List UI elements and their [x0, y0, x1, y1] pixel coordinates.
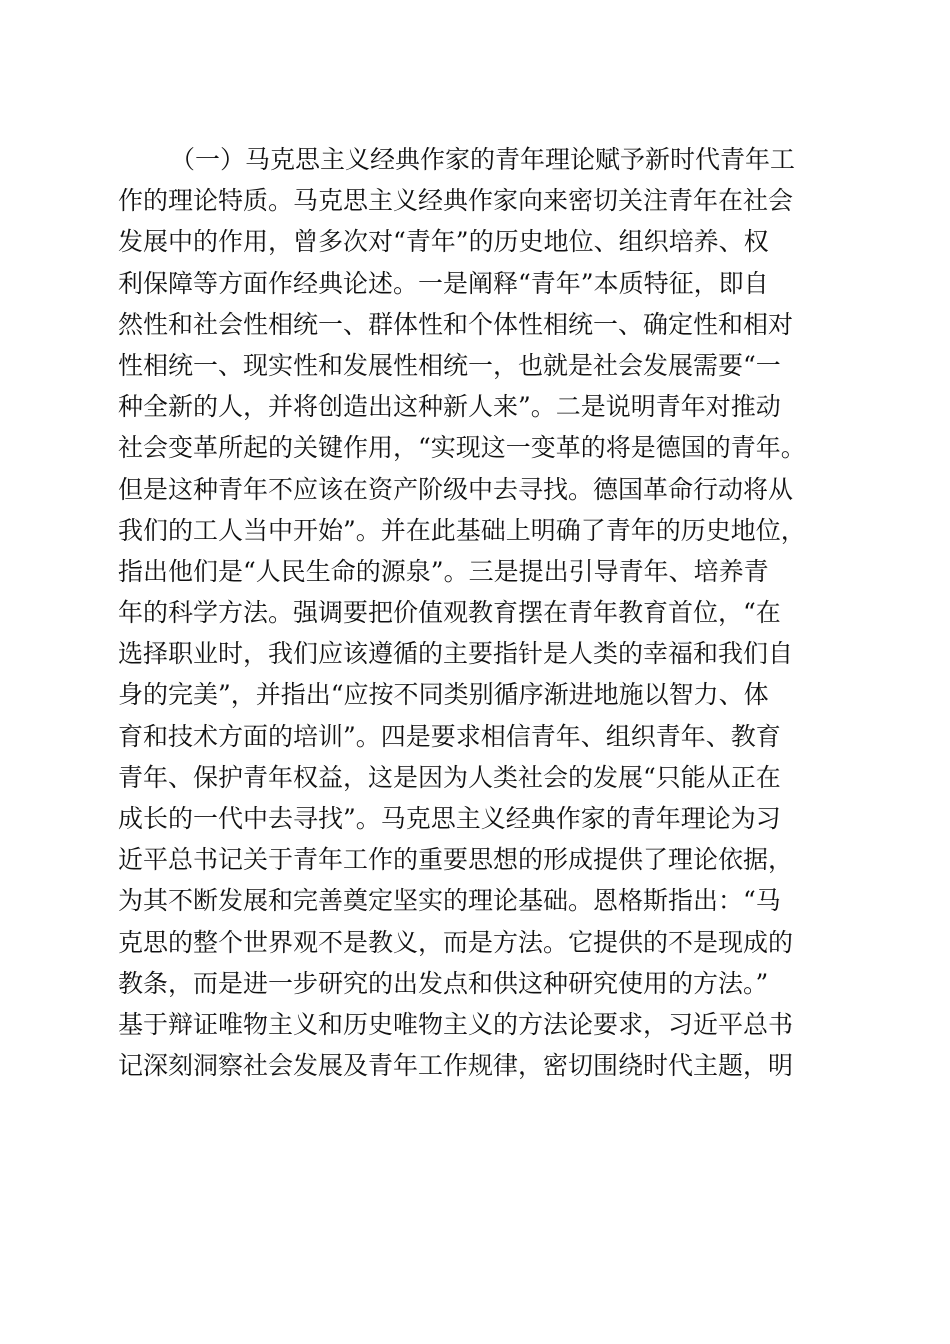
- paragraph-line: 基于辩证唯物主义和历史唯物主义的方法论要求，习近平总书: [118, 1009, 794, 1039]
- paragraph-line: 作的理论特质。马克思主义经典作家向来密切关注青年在社会: [118, 186, 794, 216]
- paragraph-line: 发展中的作用，曾多次对“青年”的历史地位、组织培养、权: [118, 227, 769, 257]
- paragraph-line: 记深刻洞察社会发展及青年工作规律，密切围绕时代主题，明: [118, 1051, 794, 1081]
- paragraph-line: 选择职业时，我们应该遵循的主要指针是人类的幸福和我们自: [118, 639, 794, 669]
- paragraph-line: 身的完美”，并指出“应按不同类别循序渐进地施以智力、体: [118, 680, 769, 710]
- paragraph-line: 指出他们是“人民生命的源泉”。三是提出引导青年、培养青: [118, 556, 769, 586]
- paragraph-line: 青年、保护青年权益，这是因为人类社会的发展“只能从正在: [118, 762, 781, 792]
- paragraph-line: 年的科学方法。强调要把价值观教育摆在青年教育首位，“在: [118, 598, 781, 628]
- paragraph-line: 为其不断发展和完善奠定坚实的理论基础。恩格斯指出：“马: [118, 886, 781, 916]
- paragraph-line: 利保障等方面作经典论述。一是阐释“青年”本质特征，即自: [118, 268, 769, 298]
- paragraph-line: 种全新的人，并将创造出这种新人来”。二是说明青年对推动: [118, 392, 781, 422]
- paragraph-line: 教条，而是进一步研究的出发点和供这种研究使用的方法。”: [118, 968, 769, 998]
- paragraph-line: 成长的一代中去寻找”。马克思主义经典作家的青年理论为习: [118, 804, 781, 833]
- paragraph-line: 然性和社会性相统一、群体性和个体性相统一、确定性和相对: [118, 309, 794, 339]
- paragraph-line: 近平总书记关于青年工作的重要思想的形成提供了理论依据，: [118, 845, 794, 875]
- paragraph-line: （一）马克思主义经典作家的青年理论赋予新时代青年工: [170, 145, 796, 174]
- paragraph-line: 我们的工人当中开始”。并在此基础上明确了青年的历史地位，: [118, 515, 806, 545]
- paragraph-line: 育和技术方面的培训”。四是要求相信青年、组织青年、教育: [118, 721, 781, 751]
- body-paragraph: [118, 139, 838, 1086]
- paragraph-line: 但是这种青年不应该在资产阶级中去寻找。德国革命行动将从: [118, 474, 794, 504]
- paragraph-line: 社会变革所起的关键作用，“实现这一变革的将是德国的青年。: [118, 433, 806, 463]
- paragraph-line: 克思的整个世界观不是教义，而是方法。它提供的不是现成的: [118, 927, 794, 957]
- paragraph-line: 性相统一、现实性和发展性相统一，也就是社会发展需要“一: [118, 350, 781, 380]
